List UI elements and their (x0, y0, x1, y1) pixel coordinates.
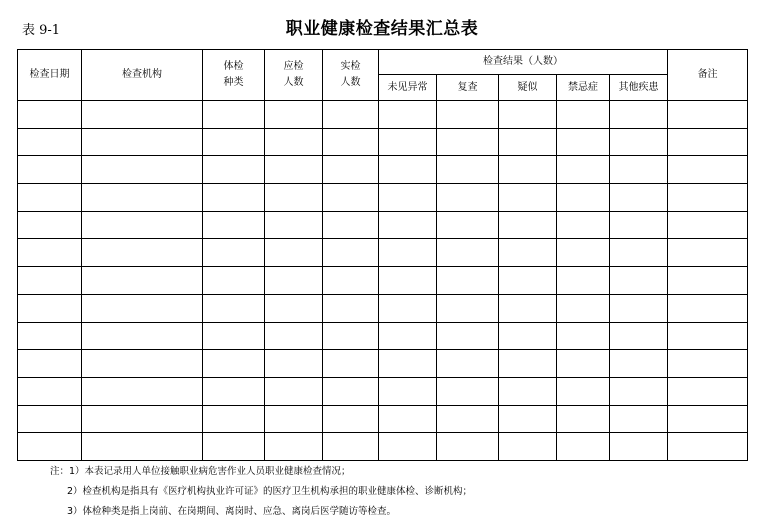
table-cell[interactable] (323, 211, 379, 239)
table-cell[interactable] (557, 405, 610, 433)
table-cell[interactable] (265, 184, 323, 212)
table-cell[interactable] (265, 156, 323, 184)
header-exam-date: 检查日期 (18, 50, 82, 101)
table-cell[interactable] (499, 350, 557, 378)
table-cell[interactable] (18, 267, 82, 295)
table-cell[interactable] (668, 322, 748, 350)
table-cell[interactable] (610, 156, 668, 184)
header-result-normal: 未见异常 (379, 75, 437, 101)
header-actual-count-label: 实检 人数 (340, 61, 361, 88)
table-row (18, 350, 748, 378)
table-row (18, 184, 748, 212)
table-cell[interactable] (557, 294, 610, 322)
table-cell[interactable] (499, 267, 557, 295)
table-cell[interactable] (82, 350, 203, 378)
table-cell[interactable] (265, 294, 323, 322)
header-exam-type-label: 体检 种类 (223, 61, 244, 88)
table-cell[interactable] (437, 211, 499, 239)
table-cell[interactable] (557, 184, 610, 212)
table-cell[interactable] (18, 128, 82, 156)
table-cell[interactable] (203, 322, 265, 350)
table-cell[interactable] (323, 267, 379, 295)
header-result-other: 其他疾患 (610, 75, 668, 101)
table-cell[interactable] (379, 267, 437, 295)
table-cell[interactable] (323, 184, 379, 212)
table-cell[interactable] (18, 322, 82, 350)
table-cell[interactable] (557, 101, 610, 129)
table-cell[interactable] (610, 377, 668, 405)
table-cell[interactable] (610, 239, 668, 267)
table-row (18, 322, 748, 350)
header-result-contraindication: 禁忌症 (557, 75, 610, 101)
page-title: 职业健康检查结果汇总表 (285, 19, 479, 39)
table-cell[interactable] (499, 101, 557, 129)
table-cell[interactable] (437, 239, 499, 267)
table-cell[interactable] (82, 128, 203, 156)
table-cell[interactable] (437, 322, 499, 350)
table-row (18, 377, 748, 405)
table-cell[interactable] (437, 405, 499, 433)
table-cell[interactable] (323, 377, 379, 405)
table-cell[interactable] (437, 128, 499, 156)
table-cell[interactable] (379, 128, 437, 156)
table-cell[interactable] (668, 239, 748, 267)
table-cell[interactable] (379, 322, 437, 350)
table-cell[interactable] (203, 405, 265, 433)
table-cell[interactable] (323, 156, 379, 184)
header-exam-type (203, 50, 265, 101)
table-cell[interactable] (203, 377, 265, 405)
table-cell[interactable] (668, 101, 748, 129)
table-cell[interactable] (323, 350, 379, 378)
table-cell[interactable] (379, 405, 437, 433)
table-cell[interactable] (379, 433, 437, 461)
table-cell[interactable] (610, 405, 668, 433)
table-cell[interactable] (499, 433, 557, 461)
table-cell[interactable] (203, 156, 265, 184)
table-cell[interactable] (203, 433, 265, 461)
table-cell[interactable] (323, 128, 379, 156)
table-cell[interactable] (610, 322, 668, 350)
table-cell[interactable] (82, 322, 203, 350)
table-cell[interactable] (557, 239, 610, 267)
header-expected-count-label: 应检 人数 (283, 61, 304, 88)
table-cell[interactable] (610, 267, 668, 295)
table-cell[interactable] (82, 405, 203, 433)
table-cell[interactable] (499, 294, 557, 322)
table-cell[interactable] (265, 405, 323, 433)
table-cell[interactable] (265, 377, 323, 405)
table-cell[interactable] (203, 294, 265, 322)
table-cell[interactable] (323, 294, 379, 322)
header-results-group: 检查结果（人数） (379, 50, 668, 75)
table-cell[interactable] (499, 377, 557, 405)
table-cell[interactable] (82, 294, 203, 322)
table-cell[interactable] (82, 377, 203, 405)
table-cell[interactable] (323, 239, 379, 267)
note-2: 2）检查机构是指具有《医疗机构执业许可证》的医疗卫生机构承担的职业健康体检、诊断机构； (67, 486, 473, 497)
table-cell[interactable] (18, 156, 82, 184)
table-cell[interactable] (203, 267, 265, 295)
table-cell[interactable] (323, 101, 379, 129)
table-cell[interactable] (265, 239, 323, 267)
table-cell[interactable] (668, 156, 748, 184)
table-cell[interactable] (557, 128, 610, 156)
table-cell[interactable] (610, 211, 668, 239)
note-3: 3）体检种类是指上岗前、在岗期间、离岗时、应急、离岗后医学随访等检查。 (67, 506, 397, 517)
table-row (18, 433, 748, 461)
table-cell[interactable] (437, 156, 499, 184)
table-cell[interactable] (82, 101, 203, 129)
table-body (18, 101, 748, 461)
table-cell[interactable] (379, 184, 437, 212)
table-cell[interactable] (323, 322, 379, 350)
table-cell[interactable] (557, 211, 610, 239)
table-cell[interactable] (18, 184, 82, 212)
note-1: 注：1）本表记录用人单位接触职业病危害作业人员职业健康检查情况； (50, 466, 351, 477)
table-row (18, 128, 748, 156)
table-cell[interactable] (18, 101, 82, 129)
table-cell[interactable] (203, 101, 265, 129)
table-row (18, 156, 748, 184)
table-cell[interactable] (610, 294, 668, 322)
table-cell[interactable] (610, 128, 668, 156)
table-cell[interactable] (82, 184, 203, 212)
table-cell[interactable] (82, 267, 203, 295)
table-cell[interactable] (18, 350, 82, 378)
table-cell[interactable] (82, 156, 203, 184)
table-cell[interactable] (379, 211, 437, 239)
table-row (18, 267, 748, 295)
header-exam-institution: 检查机构 (82, 50, 203, 101)
table-cell[interactable] (82, 433, 203, 461)
table-row (18, 405, 748, 433)
table-cell[interactable] (265, 128, 323, 156)
table-cell[interactable] (437, 377, 499, 405)
table-cell[interactable] (499, 322, 557, 350)
header-actual-count (323, 50, 379, 101)
table-cell[interactable] (18, 211, 82, 239)
summary-table (17, 49, 748, 461)
table-cell[interactable] (499, 156, 557, 184)
table-number: 表 9-1 (22, 23, 61, 38)
table-row (18, 211, 748, 239)
table-cell[interactable] (379, 377, 437, 405)
header-expected-count (265, 50, 323, 101)
table-cell[interactable] (18, 405, 82, 433)
table-cell[interactable] (437, 267, 499, 295)
table-cell[interactable] (668, 377, 748, 405)
table-row (18, 101, 748, 129)
table-cell[interactable] (437, 101, 499, 129)
table-cell[interactable] (379, 101, 437, 129)
table-cell[interactable] (668, 267, 748, 295)
table-cell[interactable] (265, 267, 323, 295)
table-cell[interactable] (18, 294, 82, 322)
table-cell[interactable] (557, 377, 610, 405)
table-row (18, 294, 748, 322)
table-cell[interactable] (203, 239, 265, 267)
table-cell[interactable] (265, 322, 323, 350)
table-cell[interactable] (557, 156, 610, 184)
table-cell[interactable] (668, 294, 748, 322)
table-cell[interactable] (610, 433, 668, 461)
table-cell[interactable] (265, 350, 323, 378)
table-cell[interactable] (323, 433, 379, 461)
table-cell[interactable] (499, 405, 557, 433)
table-cell[interactable] (265, 211, 323, 239)
table-cell[interactable] (557, 350, 610, 378)
notes (50, 462, 472, 522)
table-cell[interactable] (203, 128, 265, 156)
table-cell[interactable] (18, 433, 82, 461)
table-cell[interactable] (379, 350, 437, 378)
table-cell[interactable] (203, 184, 265, 212)
table-cell[interactable] (610, 101, 668, 129)
table-cell[interactable] (18, 377, 82, 405)
table-cell[interactable] (557, 267, 610, 295)
table-cell[interactable] (499, 128, 557, 156)
table-cell[interactable] (437, 433, 499, 461)
table-cell[interactable] (18, 239, 82, 267)
table-cell[interactable] (203, 211, 265, 239)
table-cell[interactable] (668, 128, 748, 156)
table-cell[interactable] (379, 156, 437, 184)
table-cell[interactable] (265, 433, 323, 461)
table-cell[interactable] (499, 184, 557, 212)
table-cell[interactable] (82, 211, 203, 239)
table-cell[interactable] (437, 294, 499, 322)
table-cell[interactable] (499, 211, 557, 239)
table-cell[interactable] (499, 239, 557, 267)
table-cell[interactable] (668, 184, 748, 212)
header-result-recheck: 复查 (437, 75, 499, 101)
table-cell[interactable] (265, 101, 323, 129)
table-cell[interactable] (668, 405, 748, 433)
table-cell[interactable] (610, 350, 668, 378)
table-cell[interactable] (379, 294, 437, 322)
table-cell[interactable] (437, 350, 499, 378)
table-cell[interactable] (668, 433, 748, 461)
table-cell[interactable] (379, 239, 437, 267)
table-cell[interactable] (668, 350, 748, 378)
header-row-top (18, 50, 748, 75)
table-cell[interactable] (668, 211, 748, 239)
table-cell[interactable] (557, 322, 610, 350)
header-result-suspected: 疑似 (499, 75, 557, 101)
table-cell[interactable] (557, 433, 610, 461)
table-row (18, 239, 748, 267)
table-cell[interactable] (82, 239, 203, 267)
table-cell[interactable] (203, 350, 265, 378)
header-remarks: 备注 (668, 50, 748, 101)
table-cell[interactable] (437, 184, 499, 212)
table-cell[interactable] (610, 184, 668, 212)
table-cell[interactable] (323, 405, 379, 433)
